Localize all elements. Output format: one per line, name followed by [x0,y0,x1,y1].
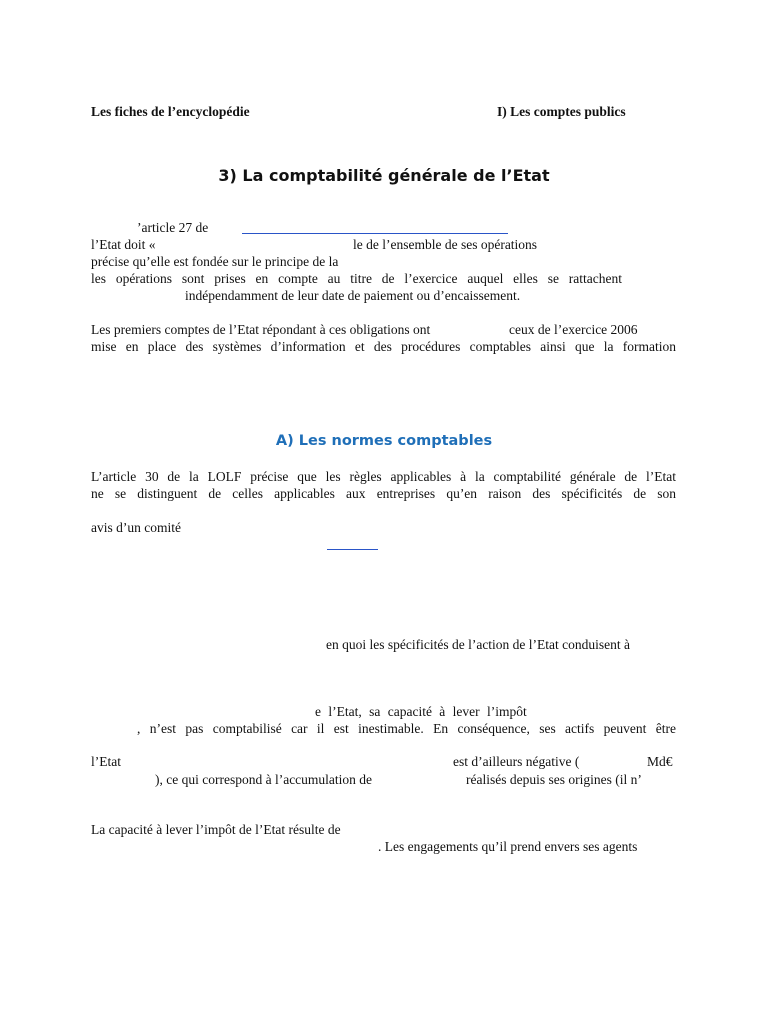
intro-line-1: ’article 27 de [137,220,209,235]
capacite-line-1: La capacité à lever l’impôt de l’Etat résulte de [91,822,341,837]
doc-header-right: I) Les comptes publics [497,104,626,119]
normes-line-2: ne se distinguent de celles applicables aux entreprises qu’en raison des spécificités de son [91,486,676,501]
hyperlink-underline[interactable] [242,233,508,234]
capacite-line-2: . Les engagements qu’il prend envers ses agents [378,839,638,854]
intro-line-4: les opérations sont prises en compte au titre de l’exercice auquel elles se rattachent [91,271,622,286]
page-title: 3) La comptabilité générale de l’Etat [218,166,550,185]
section-heading: A) Les normes comptables [275,433,493,449]
impot-line-3a: l’Etat [91,754,121,769]
impot-line-4a: ), ce qui correspond à l’accumulation de [155,772,373,787]
intro-line-3: précise qu’elle est fondée sur le principe de la [91,254,339,269]
impot-line-1: e l’Etat, sa capacité à lever l’impôt [315,704,527,719]
normes-line-3: avis d’un comité [91,520,181,535]
spec-line-1: en quoi les spécificités de l’action de l’Etat conduisent à [326,637,631,652]
doc-header-left: Les fiches de l’encyclopédie [91,104,250,119]
impot-line-3b: est d’ailleurs négative ( [453,754,580,769]
impot-line-4b: réalisés depuis ses origines (il n’ [466,772,642,787]
p2-line-1b: ceux de l’exercice 2006 [509,322,638,337]
intro-line-2b: le de l’ensemble de ses opérations [353,237,538,252]
impot-line-3c: Md€ [647,754,673,769]
intro-line-2a: l’Etat doit « [91,237,156,252]
p2-line-2: mise en place des systèmes d’information et des procédures comptables ainsi que la formation [91,339,676,354]
p2-line-1a: Les premiers comptes de l’Etat répondant à ces obligations ont [91,322,431,337]
hyperlink-underline-2[interactable] [327,549,378,550]
intro-line-5: indépendamment de leur date de paiement ou d’encaissement. [185,288,521,303]
normes-line-1: L’article 30 de la LOLF précise que les règles applicables à la comptabilité générale de l’Etat [91,469,676,484]
impot-line-2: , n’est pas comptabilisé car il est inestimable. En conséquence, ses actifs peuvent être [137,721,676,736]
